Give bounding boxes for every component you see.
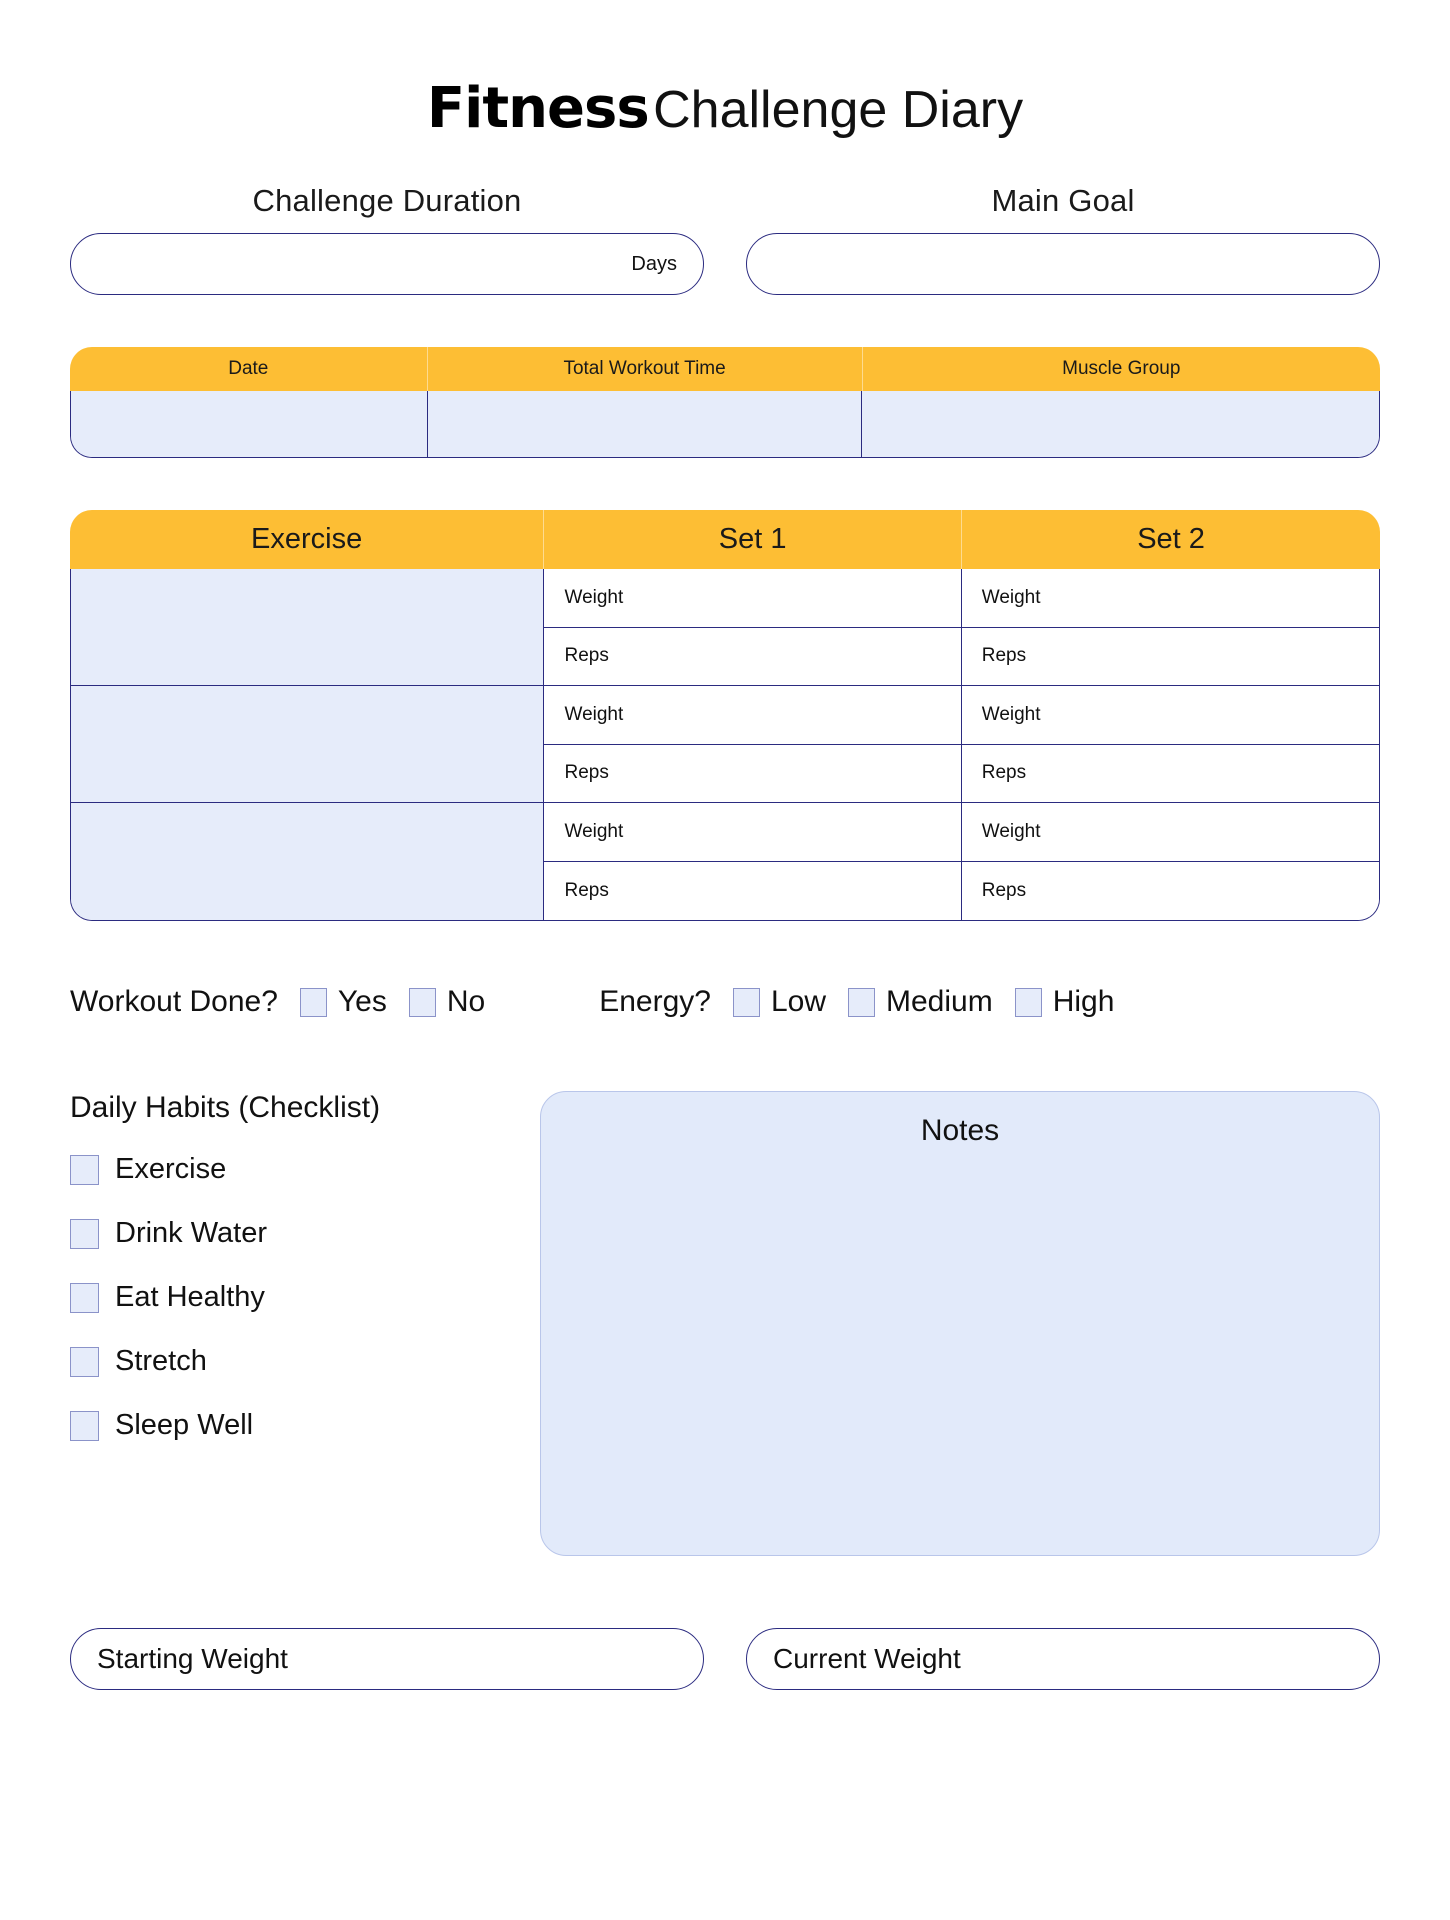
- info-table-row: [70, 391, 1380, 458]
- habits-and-notes: [70, 1091, 1380, 1556]
- set2-reps-cell[interactable]: Reps: [962, 628, 1379, 687]
- info-table: [70, 347, 1380, 458]
- checkbox-icon[interactable]: [70, 1347, 99, 1377]
- exercise-table-body: [70, 569, 1380, 921]
- workout-done-group: [70, 985, 485, 1019]
- energy-option-low[interactable]: [733, 985, 826, 1019]
- workout-done-option-no-label: No: [446, 985, 486, 1018]
- set1-column: [544, 569, 961, 920]
- exercise-name-cell[interactable]: [71, 803, 543, 920]
- challenge-duration-label: Challenge Duration: [252, 183, 522, 218]
- current-weight-input[interactable]: [746, 1628, 1380, 1690]
- exercise-name-column: [71, 569, 544, 920]
- set2-weight-cell[interactable]: Weight: [962, 686, 1379, 745]
- checkbox-icon[interactable]: [70, 1411, 99, 1441]
- set1-reps-cell[interactable]: Reps: [544, 745, 960, 804]
- set2-weight-cell[interactable]: Weight: [962, 569, 1379, 628]
- exercise-header-exercise: Exercise: [70, 510, 544, 569]
- daily-habits-title: Daily Habits (Checklist): [70, 1091, 381, 1124]
- set1-weight-cell[interactable]: Weight: [544, 569, 960, 628]
- challenge-duration-group: [70, 183, 704, 295]
- starting-weight-label: Starting Weight: [97, 1643, 288, 1674]
- energy-option-low-label: Low: [770, 985, 826, 1018]
- set1-reps-cell[interactable]: Reps: [544, 628, 960, 687]
- energy-question: Energy?: [599, 985, 711, 1018]
- main-goal-group: [746, 183, 1380, 295]
- starting-weight-input[interactable]: [70, 1628, 704, 1690]
- checkbox-icon[interactable]: [70, 1219, 99, 1249]
- info-cell-muscle-group[interactable]: [862, 391, 1379, 457]
- info-header-date: Date: [70, 347, 428, 391]
- checkbox-icon[interactable]: [70, 1155, 99, 1185]
- checkbox-icon[interactable]: [70, 1283, 99, 1313]
- checkbox-icon[interactable]: [733, 988, 760, 1017]
- habit-label: Stretch: [115, 1345, 207, 1377]
- habit-item[interactable]: [70, 1153, 490, 1186]
- daily-habits-section: [70, 1091, 490, 1556]
- energy-option-medium-label: Medium: [886, 985, 993, 1018]
- notes-title: Notes: [920, 1114, 1000, 1147]
- workout-done-option-yes[interactable]: [300, 985, 387, 1019]
- habit-item[interactable]: [70, 1345, 490, 1378]
- exercise-header-set1: Set 1: [544, 510, 962, 569]
- set1-weight-cell[interactable]: Weight: [544, 803, 960, 862]
- top-fields-row: [70, 183, 1380, 295]
- current-weight-label: Current Weight: [773, 1643, 961, 1674]
- habit-label: Sleep Well: [115, 1409, 254, 1441]
- info-table-header: [70, 347, 1380, 391]
- page-title-light: Challenge Diary: [653, 81, 1024, 139]
- habit-item[interactable]: [70, 1281, 490, 1314]
- exercise-name-cell[interactable]: [71, 569, 543, 686]
- exercise-table: [70, 510, 1380, 921]
- notes-box[interactable]: [540, 1091, 1380, 1556]
- checkbox-icon[interactable]: [409, 988, 436, 1017]
- info-header-workout-time: Total Workout Time: [428, 347, 863, 391]
- checkbox-icon[interactable]: [300, 988, 327, 1017]
- set2-reps-cell[interactable]: Reps: [962, 745, 1379, 804]
- info-cell-workout-time[interactable]: [428, 391, 862, 457]
- energy-group: [599, 985, 1114, 1019]
- info-header-muscle-group: Muscle Group: [1062, 358, 1181, 379]
- set2-weight-cell[interactable]: Weight: [962, 803, 1379, 862]
- page-title: [70, 0, 1380, 149]
- exercise-header-set2: Set 2: [1137, 523, 1205, 555]
- main-goal-input[interactable]: [746, 233, 1380, 295]
- habit-label: Drink Water: [115, 1217, 267, 1249]
- energy-option-high-label: High: [1052, 985, 1115, 1018]
- checkbox-icon[interactable]: [848, 988, 875, 1017]
- energy-option-medium[interactable]: [848, 985, 993, 1019]
- workout-done-question: Workout Done?: [70, 985, 278, 1018]
- weights-row: [70, 1628, 1380, 1690]
- exercise-name-cell[interactable]: [71, 686, 543, 803]
- checkbox-icon[interactable]: [1015, 988, 1042, 1017]
- workout-done-option-yes-label: Yes: [337, 985, 387, 1018]
- status-questions-row: [70, 985, 1380, 1019]
- set2-reps-cell[interactable]: Reps: [962, 862, 1379, 921]
- habit-item[interactable]: [70, 1409, 490, 1442]
- days-unit-label: Days: [631, 252, 677, 275]
- energy-option-high[interactable]: [1015, 985, 1115, 1019]
- info-cell-date[interactable]: [71, 391, 428, 457]
- set1-weight-cell[interactable]: Weight: [544, 686, 960, 745]
- challenge-duration-input[interactable]: [70, 233, 704, 295]
- set2-column: [962, 569, 1379, 920]
- habit-item[interactable]: [70, 1217, 490, 1250]
- habit-label: Eat Healthy: [115, 1281, 265, 1313]
- main-goal-label: Main Goal: [991, 183, 1135, 218]
- workout-done-option-no[interactable]: [409, 985, 485, 1019]
- habit-label: Exercise: [115, 1153, 227, 1185]
- page-title-bold: Fitness: [426, 76, 649, 141]
- set1-reps-cell[interactable]: Reps: [544, 862, 960, 921]
- exercise-table-header: [70, 510, 1380, 569]
